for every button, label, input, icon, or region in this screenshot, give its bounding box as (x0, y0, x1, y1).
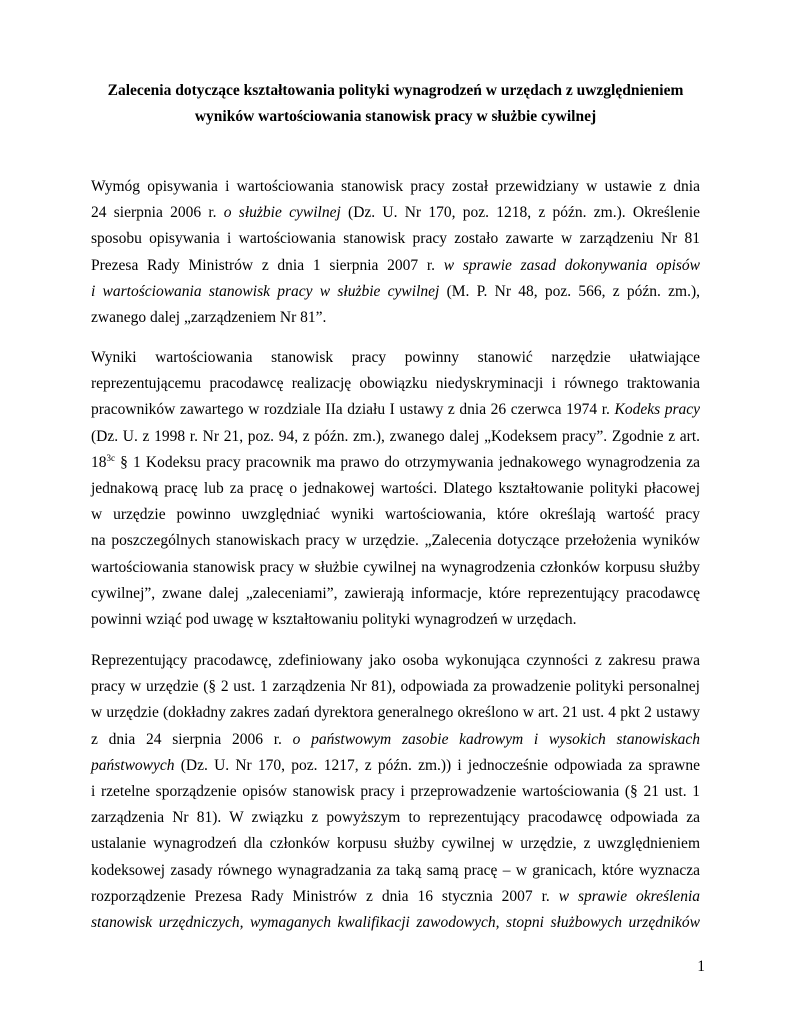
text-span: pracowników zawartego w rozdziale IIa działu I ustawy z dnia 26 czerwca 1974 r. (91, 401, 610, 419)
text-line: sposobu opisywania i wartościowania stanowisk pracy zostało zawarte w zarządzeniu Nr 81 (91, 230, 700, 248)
text-line: w urzędzie (dokładny zakres zadań dyrektora generalnego określono w art. 21 ust. 4 pkt 2 ustawy (91, 704, 700, 722)
act-title-italic: Kodeks pracy (614, 401, 700, 419)
act-title-italic: w sprawie zasad dokonywania opisów (443, 256, 701, 274)
text-line: jednakową pracę lub za pracę o jednakowej wartości. Dlatego kształtowanie polityki płacowej (91, 479, 700, 497)
text-span: (Dz. U. Nr 170, poz. 1217, z późn. zm.)) i jednocześnie odpowiada za sprawne (180, 756, 701, 774)
text-line: reprezentującemu pracodawcę realizację obowiązku niedyskryminacji i równego traktowania (91, 375, 700, 393)
text-line: wartościowania stanowisk pracy w służbie cywilnej na wynagrodzenia członków korpusu służby (91, 558, 700, 576)
text-span: z dnia 24 sierpnia 2006 r. (91, 730, 282, 748)
text-line (91, 753, 700, 779)
text-line: kodeksowej zasady równego wynagradzania za taką samą pracę – w granicach, które wyznacza (91, 861, 700, 879)
text-span: rozporządzenie Prezesa Rady Ministrów z dnia 16 stycznia 2007 r. (91, 887, 550, 905)
text-span: (Dz. U. Nr 170, poz. 1218, z późn. zm.). Określenie (348, 204, 701, 222)
text-line (91, 279, 700, 305)
text-line: powinni wziąć pod uwagę w kształtowaniu polityki wynagrodzeń w urzędach. (91, 610, 577, 628)
text-line: pracy w urzędzie (§ 2 ust. 1 zarządzenia Nr 81), odpowiada za prowadzenie polityki personalnej (91, 678, 700, 696)
text-line: Wyniki wartościowania stanowisk pracy powinny stanowić narzędzie ułatwiające (91, 349, 700, 366)
document-title (60, 78, 731, 130)
text-span: Prezesa Rady Ministrów z dnia 1 sierpnia 2007 r. (91, 256, 436, 274)
act-title-italic: i wartościowania stanowisk pracy w służbie cywilnej (91, 282, 440, 300)
article-superscript: 3c (106, 452, 115, 463)
text-line: zarządzenia Nr 81). W związku z powyższym to reprezentujący pracodawcę odpowiada za (91, 809, 700, 827)
text-line: cywilnej”, zwane dalej „zaleceniami”, zawierają informacje, które reprezentujący pracodawcę (91, 584, 700, 602)
text-line: w urzędzie powinno uwzględniać wyniki wartościowania, które określają wartość pracy (91, 506, 700, 524)
text-line (91, 253, 700, 279)
act-title-italic: o służbie cywilnej (223, 204, 341, 222)
text-line: ustalanie wynagrodzeń dla członków korpusu służby cywilnej w urzędzie, z uwzględnieniem (91, 835, 700, 853)
text-line: Wymóg opisywania i wartościowania stanowisk pracy został przewidziany w ustawie z dnia (91, 178, 700, 195)
page-number: 1 (697, 958, 705, 975)
text-span: 24 sierpnia 2006 r. (91, 204, 217, 222)
text-line (91, 450, 700, 476)
text-line (91, 200, 700, 226)
title-line: Zalecenia dotyczące kształtowania polityki wynagrodzeń w urzędach z uwzględnieniem (107, 82, 684, 99)
text-line: na poszczególnych stanowiskach pracy w urzędzie. „Zalecenia dotyczące przełożenia wyników (91, 532, 700, 550)
title-line: wyników wartościowania stanowisk pracy w służbie cywilnej (194, 108, 597, 125)
text-line: zwanego dalej „zarządzeniem Nr 81”. (91, 308, 327, 326)
text-line (91, 397, 700, 423)
article-number: 18 (91, 453, 107, 471)
text-span: (M. P. Nr 48, poz. 566, z późn. zm.), (446, 282, 700, 300)
act-title-italic: o państwowym zasobie kadrowym i wysokich stanowiskach (292, 730, 700, 748)
text-line (91, 884, 700, 910)
text-line: i rzetelne sporządzenie opisów stanowisk pracy i przeprowadzenie wartościowania (§ 21 ust. 1 (91, 782, 700, 800)
act-title-italic: państwowych (91, 756, 175, 774)
text-span: § 1 Kodeksu pracy pracownik ma prawo do otrzymywania jednakowego wynagrodzenia za (120, 453, 700, 471)
paragraph-employer (91, 648, 700, 936)
act-title-italic: w sprawie określenia (558, 887, 700, 905)
text-line: (Dz. U. z 1998 r. Nr 21, poz. 94, z późn. zm.), zwanego dalej „Kodeksem pracy”. Zgodnie z art. (91, 427, 700, 445)
text-line: stanowisk urzędniczych, wymaganych kwalifikacji zawodowych, stopni służbowych urzędników (91, 913, 700, 931)
text-line: Reprezentujący pracodawcę, zdefiniowany jako osoba wykonująca czynności z zakresu prawa (91, 652, 700, 669)
paragraph-results (91, 345, 700, 633)
text-line (91, 727, 700, 753)
paragraph-requirement (91, 174, 700, 331)
